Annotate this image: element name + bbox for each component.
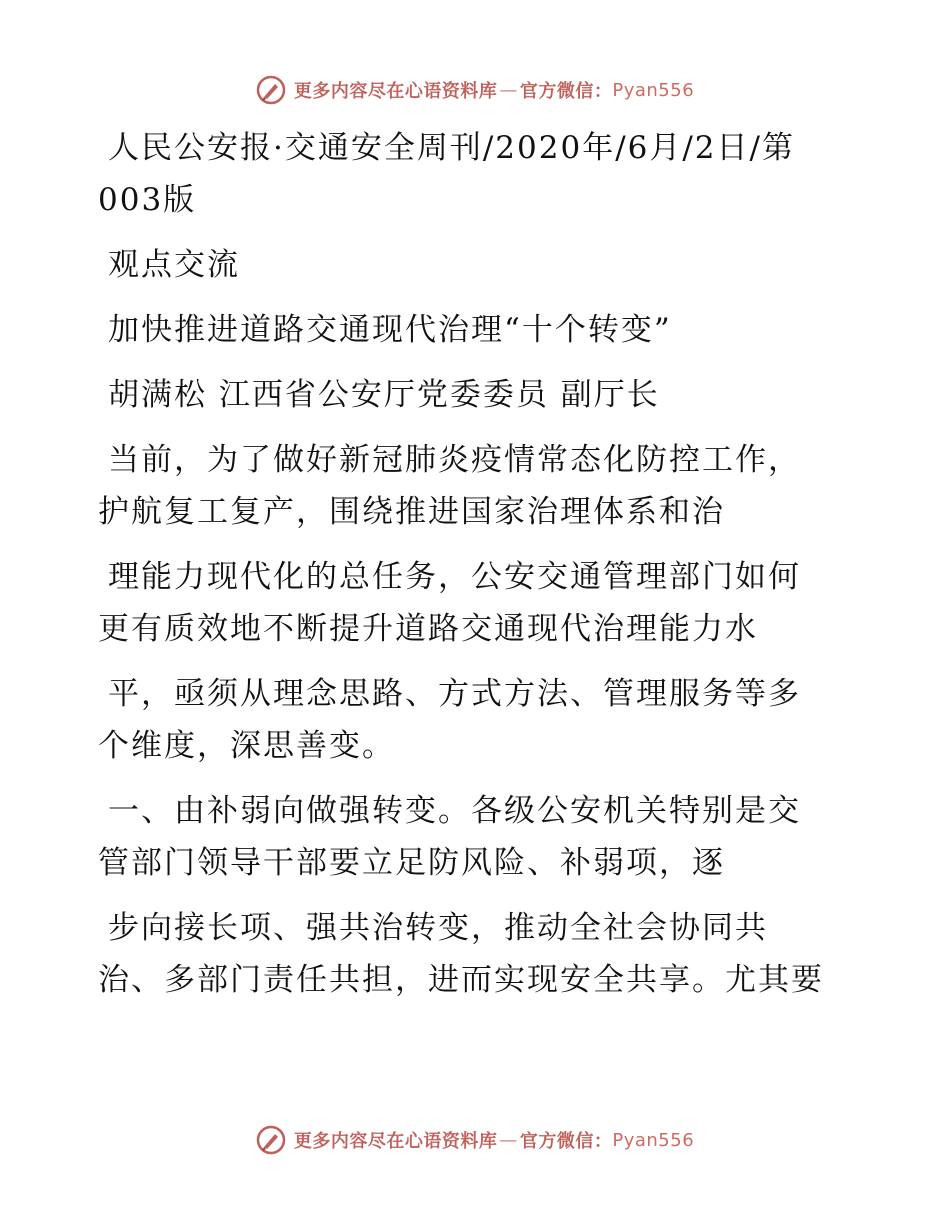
paragraph-line: 管部门领导干部要立足防风险、补弱项，逐 [98, 845, 725, 881]
article-title [98, 304, 858, 356]
author-line [98, 369, 858, 421]
section-label [98, 239, 858, 291]
paragraph-line: 治、多部门责任共担，进而实现安全共享。尤其要 [98, 962, 824, 998]
watermark-wechat-id: Pyan556 [612, 1129, 695, 1151]
paragraph-line: 胡满松 江西省公安厅党委委员 副厅长 [108, 377, 660, 413]
paragraph-line: 平，亟须从理念思路、方式方法、管理服务等多 [108, 676, 801, 712]
paragraph-line: 更有质效地不断提升道路交通现代治理能力水 [98, 611, 758, 647]
body-paragraph [98, 902, 858, 1006]
body-paragraph [98, 434, 858, 538]
paragraph-line: 个维度，深思善变。 [98, 728, 395, 764]
watermark-wechat-id: Pyan556 [612, 79, 695, 101]
watermark-text: 更多内容尽在心语资料库 [293, 81, 498, 102]
body-paragraph [98, 785, 858, 889]
pen-logo-icon [256, 75, 286, 105]
pen-logo-icon [256, 1125, 286, 1155]
document-body [98, 122, 858, 1006]
source-line [98, 122, 858, 226]
paragraph-line: 步向接长项、强共治转变，推动全社会协同共 [108, 910, 768, 946]
watermark-header [0, 72, 950, 108]
watermark-suffix: 官方微信： [519, 81, 613, 102]
paragraph-line: 003版 [98, 182, 197, 218]
watermark-separator: — [499, 79, 518, 101]
body-paragraph [98, 668, 858, 772]
paragraph-line: 人民公安报·交通安全周刊/2020年/6月/2日/第 [108, 130, 795, 166]
paragraph-line: 加快推进道路交通现代治理“十个转变” [108, 312, 672, 348]
watermark-text: 更多内容尽在心语资料库 [293, 1131, 498, 1152]
paragraph-line: 观点交流 [108, 247, 240, 283]
watermark-separator: — [499, 1129, 518, 1151]
paragraph-line: 理能力现代化的总任务，公安交通管理部门如何 [108, 559, 801, 595]
watermark-suffix: 官方微信： [519, 1131, 613, 1152]
paragraph-line: 一、由补弱向做强转变。各级公安机关特别是交 [108, 793, 801, 829]
paragraph-line: 护航复工复产，围绕推进国家治理体系和治 [98, 494, 725, 530]
body-paragraph [98, 551, 858, 655]
paragraph-line: 当前，为了做好新冠肺炎疫情常态化防控工作， [108, 442, 801, 478]
watermark-footer [0, 1122, 950, 1158]
